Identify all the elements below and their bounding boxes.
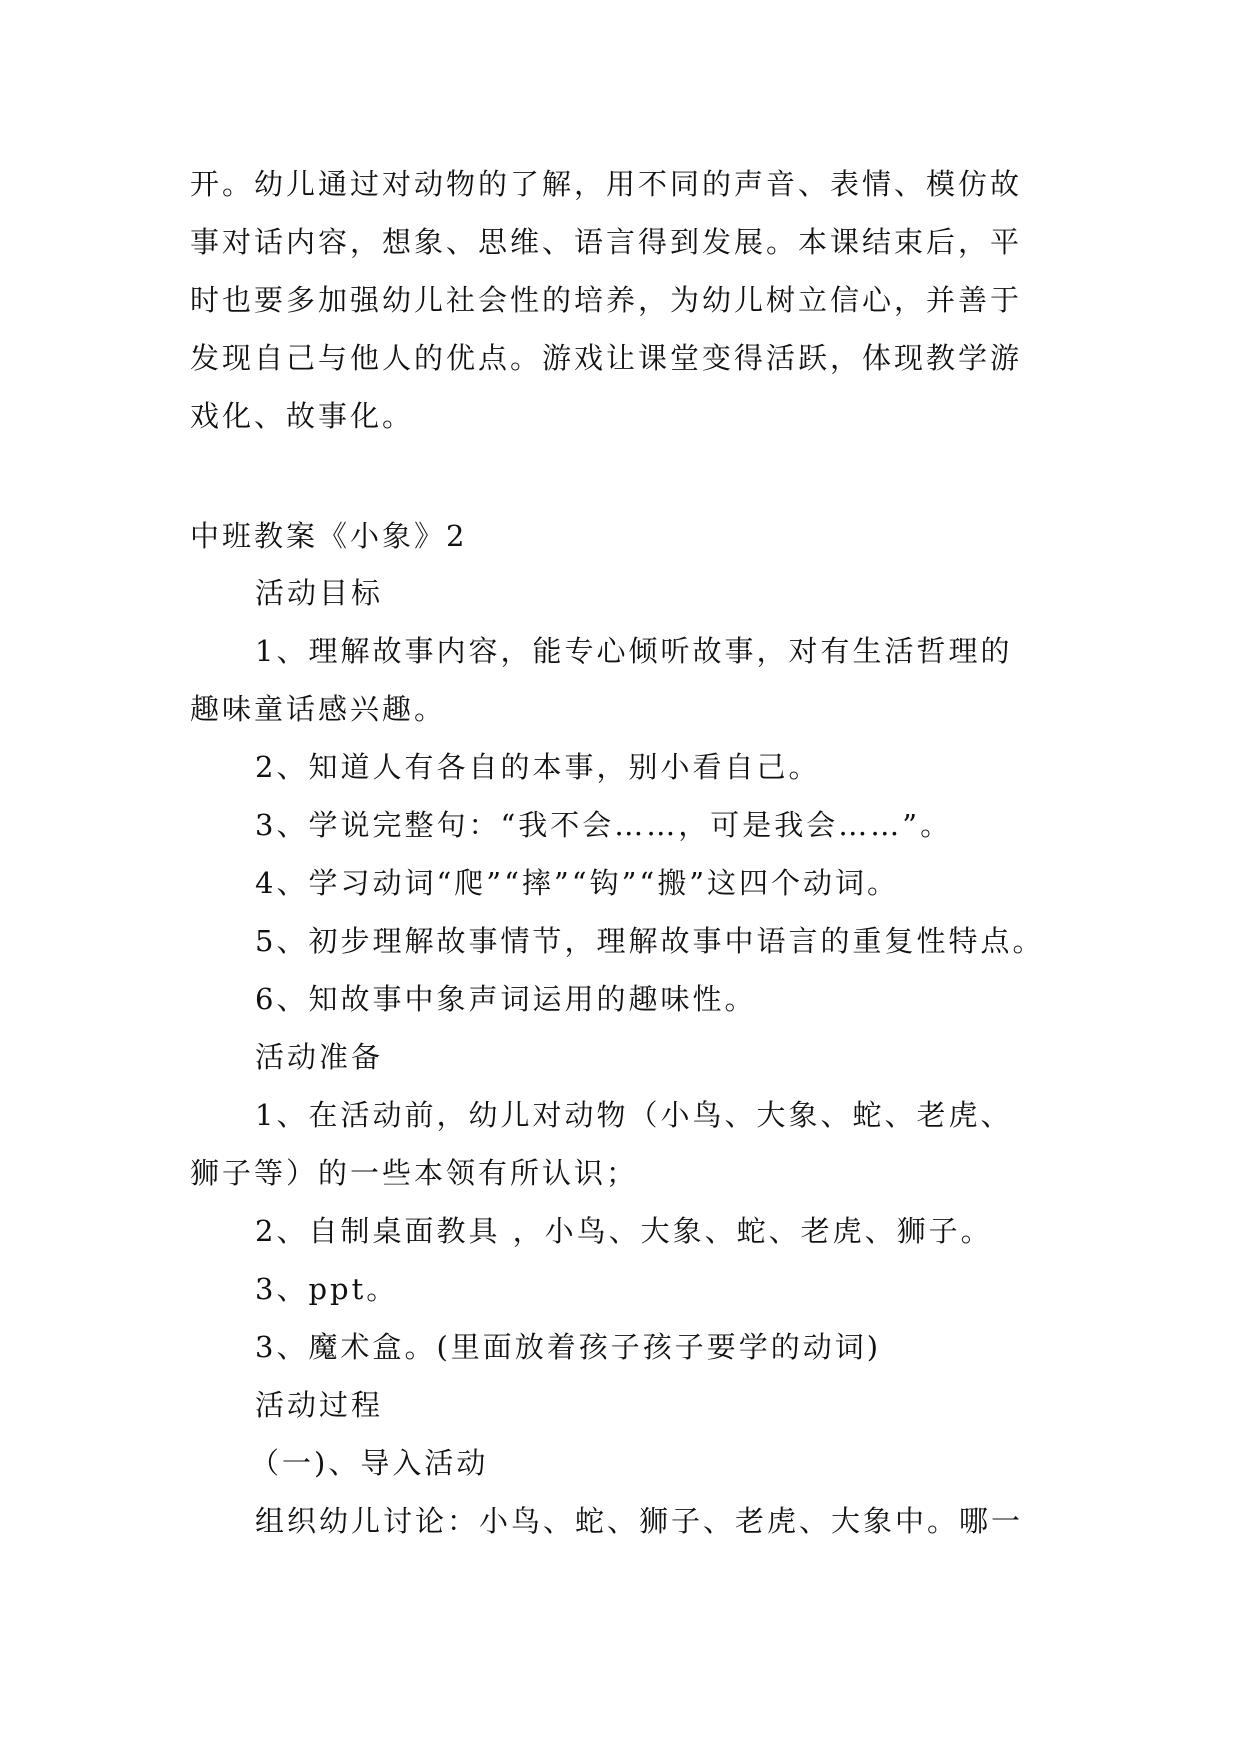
- intro-line-1: 开。幼儿通过对动物的了解，用不同的声音、表情、模仿故: [190, 167, 1023, 201]
- section-title: 中班教案《小象》2: [190, 519, 468, 553]
- process-step-1-text: 组织幼儿讨论：小鸟、蛇、狮子、老虎、大象中。哪一: [255, 1504, 1024, 1538]
- goals-heading: 活动目标: [255, 576, 384, 610]
- intro-line-4: 发现自己与他人的优点。游戏让课堂变得活跃，体现教学游: [190, 341, 1023, 375]
- preparation-item-1-line-2: 狮子等）的一些本领有所认识；: [190, 1156, 639, 1190]
- goal-item-2: 2、知道人有各自的本事，别小看自己。: [255, 750, 821, 784]
- goal-item-5: 5、初步理解故事情节，理解故事中语言的重复性特点。: [255, 924, 1045, 958]
- preparation-heading: 活动准备: [255, 1040, 384, 1074]
- intro-line-2: 事对话内容，想象、思维、语言得到发展。本课结束后，平: [190, 225, 1023, 259]
- preparation-item-2: 2、自制桌面教具 ，小鸟、大象、蛇、老虎、狮子。: [255, 1214, 993, 1248]
- preparation-item-3: 3、ppt。: [255, 1272, 399, 1306]
- intro-line-5: 戏化、故事化。: [190, 399, 415, 433]
- intro-line-3: 时也要多加强幼儿社会性的培养，为幼儿树立信心，并善于: [190, 283, 1023, 317]
- process-heading: 活动过程: [255, 1388, 384, 1422]
- goal-item-3: 3、学说完整句：“我不会……，可是我会……”。: [255, 808, 953, 842]
- goal-item-1-line-1: 1、理解故事内容，能专心倾听故事，对有生活哲理的: [255, 634, 1013, 668]
- preparation-item-4: 3、魔术盒。(里面放着孩子孩子要学的动词): [255, 1330, 882, 1364]
- process-step-1-heading: （一)、导入活动: [250, 1446, 489, 1480]
- preparation-item-1-line-1: 1、在活动前，幼儿对动物（小鸟、大象、蛇、老虎、: [255, 1098, 1013, 1132]
- goal-item-6: 6、知故事中象声词运用的趣味性。: [255, 982, 757, 1016]
- goal-item-1-line-2: 趣味童话感兴趣。: [190, 692, 447, 726]
- goal-item-4: 4、学习动词“爬”“摔”“钩”“搬”这四个动词。: [255, 866, 900, 900]
